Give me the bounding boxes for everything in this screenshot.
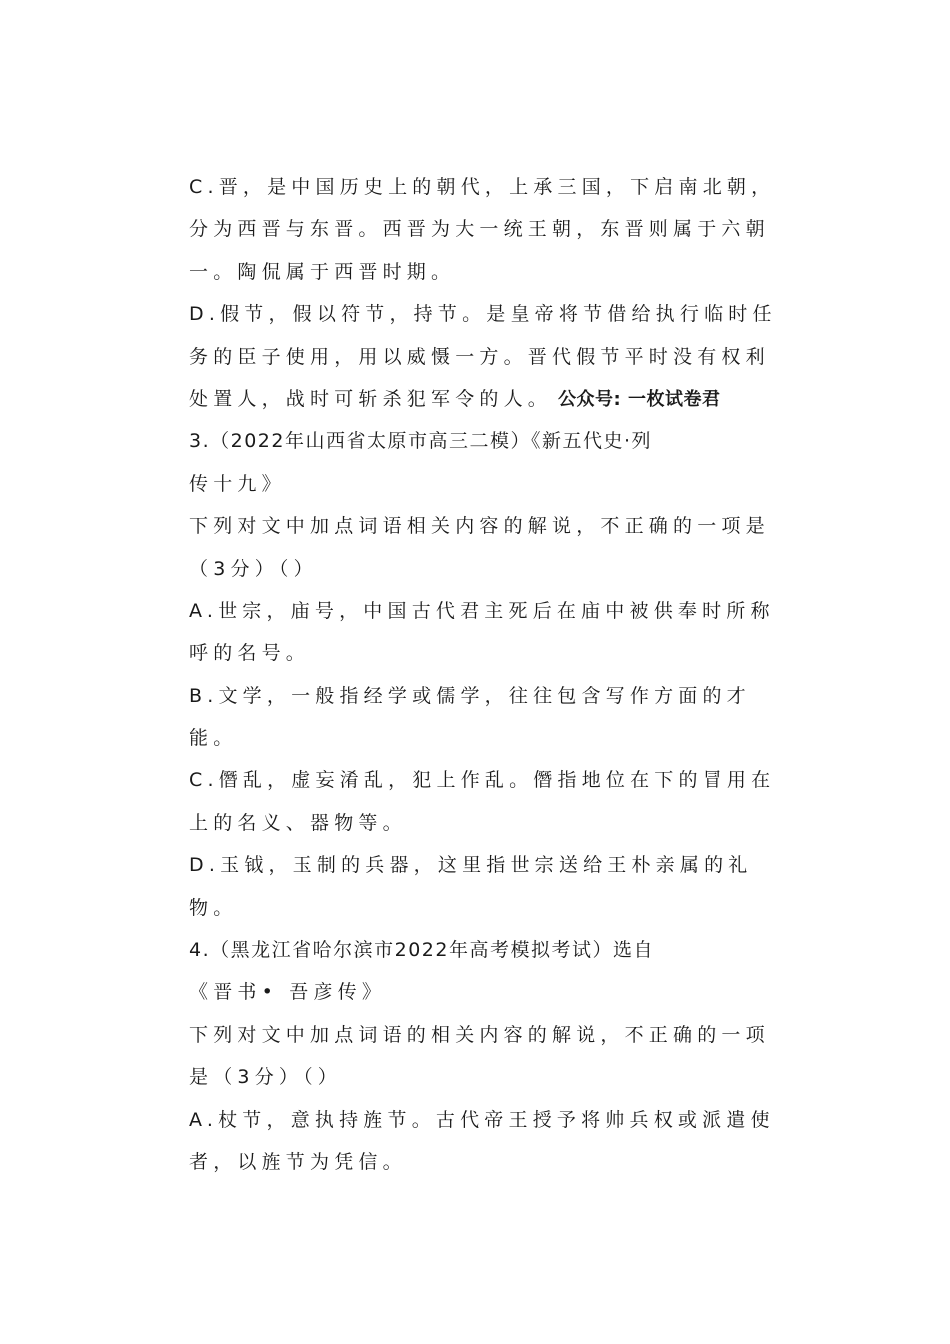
question-3-score: （3分）（） <box>189 557 318 580</box>
option-d-line-1: D.玉钺，玉制的兵器，这里指世宗送给王朴亲属的礼 <box>189 854 753 877</box>
question-4-source: 《晋书• 吾彦传》 <box>189 981 387 1004</box>
option-d-line-2: 物。 <box>189 896 238 919</box>
option-c-line-1: C.僭乱，虚妄淆乱，犯上作乱。僭指地位在下的冒用在 <box>189 769 776 792</box>
option-b-line-2: 能。 <box>189 727 238 750</box>
text-line-5: 务的臣子使用，用以威慑一方。晋代假节平时没有权利 <box>189 345 770 368</box>
text-line-1: C.晋，是中国历史上的朝代，上承三国，下启南北朝， <box>189 176 776 198</box>
option-b-line-1: B.文学，一般指经学或儒学，往往包含写作方面的才 <box>189 684 751 707</box>
text-line-8: 传十九》 <box>189 472 286 495</box>
text-line-3: 一。陶侃属于西晋时期。 <box>189 260 456 283</box>
text-line-2: 分为西晋与东晋。西晋为大一统王朝，东晋则属于六朝 <box>189 218 770 241</box>
question-4-score: 是（3分）（） <box>189 1066 342 1089</box>
option-a-line-2: 呼的名号。 <box>189 642 311 665</box>
option-c-line-2: 上的名义、器物等。 <box>189 811 407 834</box>
q4-option-a-line-2: 者，以旌节为凭信。 <box>189 1150 407 1173</box>
option-a-line-1: A.世宗，庙号，中国古代君主死后在庙中被供奉时所称 <box>189 599 775 622</box>
text-line-4: D.假节，假以符节，持节。是皇帝将节借给执行临时任 <box>189 303 777 326</box>
watermark-text: 公众号: 一枚试卷君 <box>558 388 721 410</box>
question-4-prompt: 下列对文中加点词语的相关内容的解说，不正确的一项 <box>189 1023 770 1046</box>
q4-option-a-line-1: A.杖节，意执持旌节。古代帝王授予将帅兵权或派遣使 <box>189 1108 775 1131</box>
text-line-6-body: 处置人，战时可斩杀犯军令的人。 <box>189 387 553 410</box>
document-page <box>189 166 777 1183</box>
text-line-6 <box>189 378 759 420</box>
question-3-heading: 3.（2022年山西省太原市高三二模）《新五代史·列 <box>189 430 653 453</box>
question-3-prompt: 下列对文中加点词语相关内容的解说，不正确的一项是 <box>189 515 770 538</box>
question-4-heading: 4.（黑龙江省哈尔滨市2022年高考模拟考试）选自 <box>189 939 654 962</box>
